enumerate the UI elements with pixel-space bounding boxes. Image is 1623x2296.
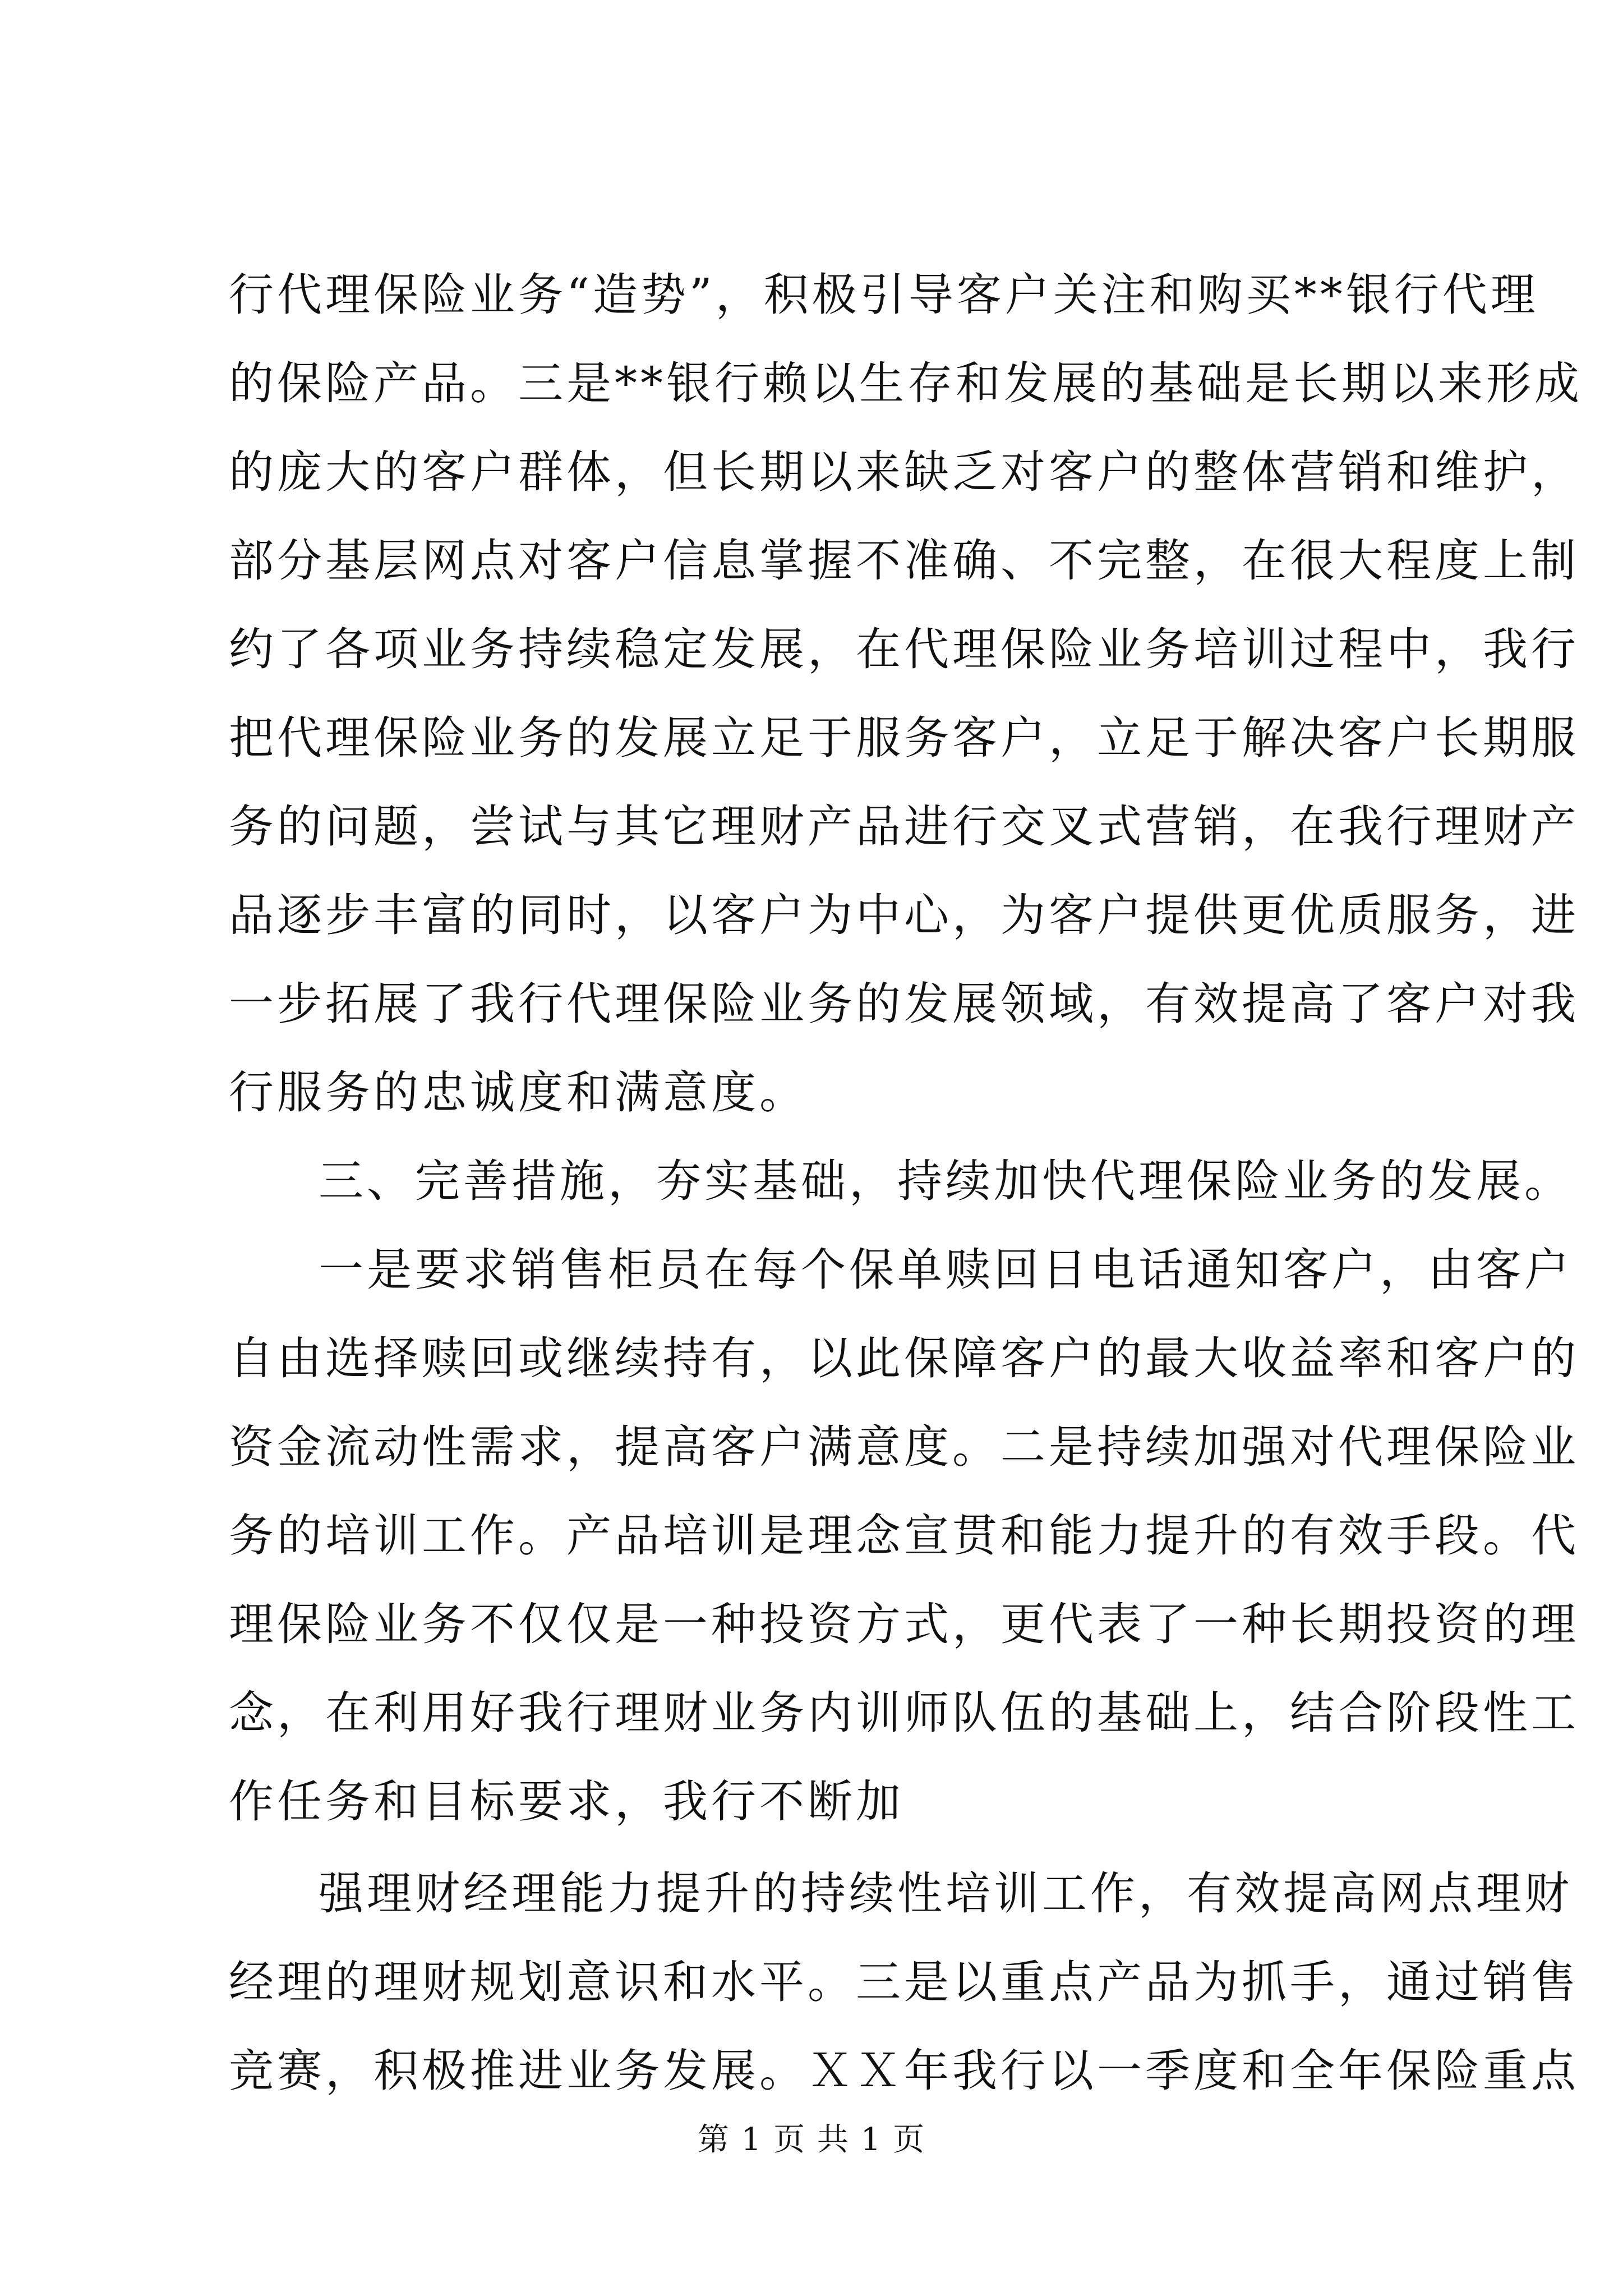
- text-line: 一是要求销售柜员在每个保单赎回日电话通知客户，由客户: [319, 1244, 1573, 1296]
- text-line: 一步拓展了我行代理保险业务的发展领域，有效提高了客户对我: [229, 978, 1579, 1030]
- text-line: 行服务的忠诚度和满意度。: [229, 1066, 808, 1119]
- text-line: 约了各项业务持续稳定发展，在代理保险业务培训过程中，我行: [229, 623, 1579, 675]
- text-line: 品逐步丰富的同时，以客户为中心，为客户提供更优质服务，进: [229, 889, 1579, 941]
- text-line: 务的问题，尝试与其它理财产品进行交叉式营销，在我行理财产: [229, 800, 1579, 853]
- text-line: 经理的理财规划意识和水平。三是以重点产品为抓手，通过销售: [229, 1956, 1579, 2008]
- page-number: 第 1 页 共 1 页: [697, 2122, 926, 2158]
- text-line: 作任务和目标要求，我行不断加: [229, 1775, 904, 1828]
- text-line: 念，在利用好我行理财业务内训师队伍的基础上，结合阶段性工: [229, 1687, 1579, 1739]
- text-line: 自由选择赎回或继续持有，以此保障客户的最大收益率和客户的: [229, 1332, 1579, 1384]
- section-heading: 三、完善措施，夯实基础，持续加快代理保险业务的发展。: [319, 1155, 1573, 1207]
- text-line: 的庞大的客户群体，但长期以来缺乏对客户的整体营销和维护，: [229, 446, 1579, 498]
- text-line: 资金流动性需求，提高客户满意度。二是持续加强对代理保险业: [229, 1421, 1579, 1473]
- text-line: 理保险业务不仅仅是一种投资方式，更代表了一种长期投资的理: [229, 1598, 1579, 1650]
- page-footer: [0, 2120, 1623, 2160]
- text-line: 行代理保险业务“造势”，积极引导客户关注和购买**银行代理: [229, 269, 1539, 321]
- text-line: 竞赛，积极推进业务发展。ＸＸ年我行以一季度和全年保险重点: [229, 2045, 1579, 2097]
- text-line: 务的培训工作。产品培训是理念宣贯和能力提升的有效手段。代: [229, 1510, 1579, 1562]
- text-line: 把代理保险业务的发展立足于服务客户，立足于解决客户长期服: [229, 712, 1579, 764]
- text-line: 强理财经理能力提升的持续性培训工作，有效提高网点理财: [319, 1867, 1573, 1920]
- text-line: 部分基层网点对客户信息掌握不准确、不完整，在很大程度上制: [229, 535, 1579, 587]
- text-line: 的保险产品。三是**银行赖以生存和发展的基础是长期以来形成: [229, 357, 1583, 409]
